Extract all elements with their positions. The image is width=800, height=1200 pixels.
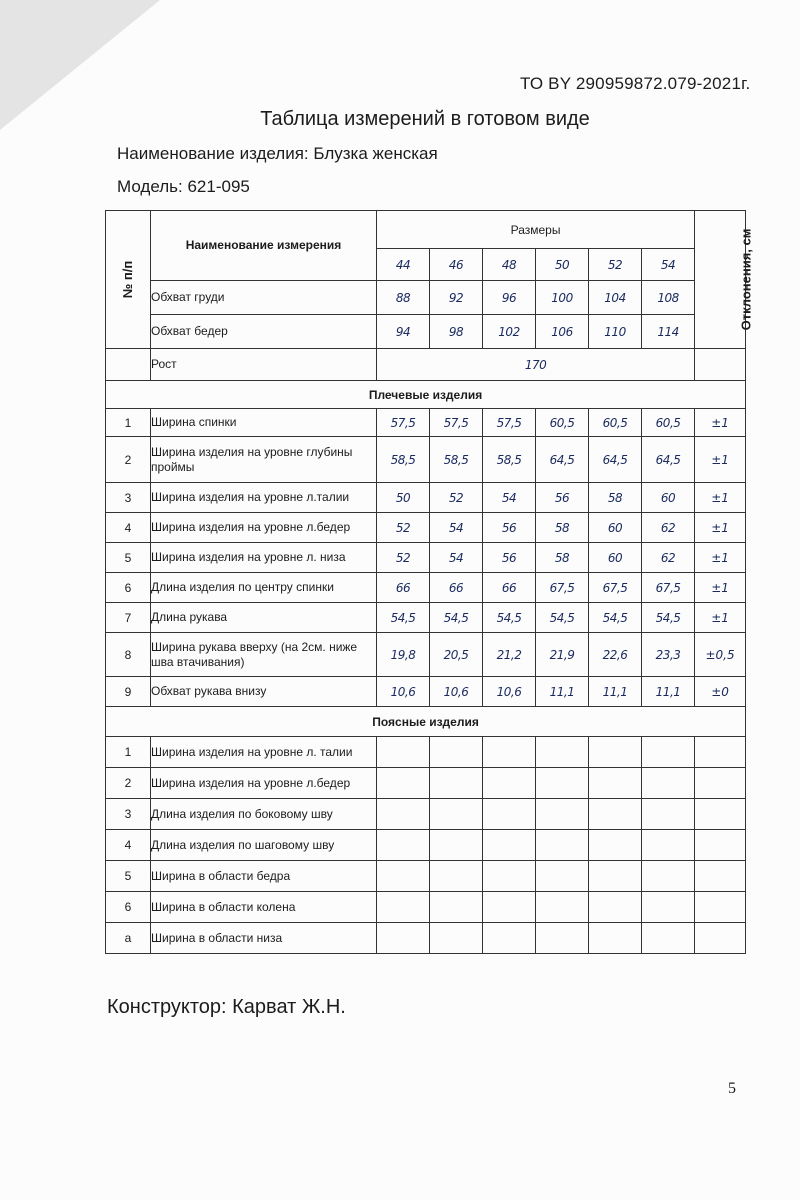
measurement-value: 10,6: [483, 677, 536, 707]
height-num-cell: [106, 349, 151, 381]
deviation-value: ±0: [695, 677, 746, 707]
table-row: [106, 483, 746, 513]
chest-value: 104: [589, 281, 642, 315]
empty-cell: [377, 830, 430, 861]
measurement-value: 57,5: [377, 409, 430, 437]
row-number: 9: [106, 677, 151, 707]
empty-cell: [589, 923, 642, 954]
table-row: [106, 543, 746, 573]
measurement-value: 57,5: [483, 409, 536, 437]
measurement-name: Обхват рукава внизу: [151, 677, 377, 707]
measurement-value: 66: [483, 573, 536, 603]
row-number: 1: [106, 737, 151, 768]
empty-cell: [536, 768, 589, 799]
deviation-value: ±1: [695, 437, 746, 483]
empty-cell: [483, 799, 536, 830]
measurement-value: 10,6: [377, 677, 430, 707]
measurement-value: 62: [642, 513, 695, 543]
measurement-value: 60: [589, 513, 642, 543]
measurement-name: Ширина в области колена: [151, 892, 377, 923]
measurement-value: 56: [483, 513, 536, 543]
row-number: 2: [106, 768, 151, 799]
hips-value: 98: [430, 315, 483, 349]
chest-value: 96: [483, 281, 536, 315]
row-number: 4: [106, 830, 151, 861]
empty-cell: [695, 799, 746, 830]
empty-cell: [536, 892, 589, 923]
empty-cell: [377, 799, 430, 830]
measurement-value: 54,5: [430, 603, 483, 633]
measurement-value: 54,5: [483, 603, 536, 633]
measurement-name: Ширина изделия на уровне л. талии: [151, 737, 377, 768]
empty-cell: [695, 892, 746, 923]
empty-cell: [536, 737, 589, 768]
measurement-value: 60,5: [642, 409, 695, 437]
empty-cell: [483, 830, 536, 861]
measurement-value: 64,5: [536, 437, 589, 483]
table-row: [106, 861, 746, 892]
measurement-value: 58,5: [377, 437, 430, 483]
empty-cell: [483, 861, 536, 892]
measurement-value: 21,9: [536, 633, 589, 677]
sizes-header: Размеры: [377, 211, 695, 249]
item-name: Наименование изделия: Блузка женская: [117, 144, 438, 163]
section-shoulder: Плечевые изделия: [106, 381, 746, 409]
row-number: 5: [106, 543, 151, 573]
measurement-value: 58: [589, 483, 642, 513]
measurement-value: 52: [377, 543, 430, 573]
empty-cell: [695, 923, 746, 954]
measurement-value: 67,5: [536, 573, 589, 603]
measurement-name: Ширина спинки: [151, 409, 377, 437]
measurement-value: 58,5: [430, 437, 483, 483]
model-number: Модель: 621-095: [117, 177, 250, 196]
measurement-name: Длина изделия по боковому шву: [151, 799, 377, 830]
empty-cell: [536, 799, 589, 830]
deviation-value: ±0,5: [695, 633, 746, 677]
measurement-name: Длина изделия по центру спинки: [151, 573, 377, 603]
col-number-header: № п/п: [106, 211, 151, 349]
table-row: [106, 923, 746, 954]
measurement-value: 60: [642, 483, 695, 513]
empty-cell: [589, 799, 642, 830]
measurement-value: 52: [430, 483, 483, 513]
hips-value: 110: [589, 315, 642, 349]
empty-cell: [642, 799, 695, 830]
measurement-value: 20,5: [430, 633, 483, 677]
table-row: [106, 633, 746, 677]
measurement-value: 11,1: [642, 677, 695, 707]
table-row: [106, 677, 746, 707]
empty-cell: [483, 768, 536, 799]
size-value: 50: [536, 249, 589, 281]
measurement-name: Ширина изделия на уровне л. низа: [151, 543, 377, 573]
document-code: ТО BY 290959872.079-2021г.: [520, 74, 751, 93]
empty-cell: [642, 892, 695, 923]
empty-cell: [430, 768, 483, 799]
measurement-name: Ширина изделия на уровне глубины проймы: [151, 437, 377, 483]
empty-cell: [483, 892, 536, 923]
table-row: [106, 830, 746, 861]
measurement-value: 64,5: [642, 437, 695, 483]
measurement-value: 22,6: [589, 633, 642, 677]
measurement-value: 67,5: [589, 573, 642, 603]
empty-cell: [589, 830, 642, 861]
empty-cell: [536, 923, 589, 954]
empty-cell: [483, 923, 536, 954]
section-waist: Поясные изделия: [106, 707, 746, 737]
table-row: [106, 573, 746, 603]
hips-value: 106: [536, 315, 589, 349]
deviation-value: ±1: [695, 573, 746, 603]
empty-cell: [589, 737, 642, 768]
measurement-value: 19,8: [377, 633, 430, 677]
measurement-value: 54: [430, 543, 483, 573]
empty-cell: [377, 737, 430, 768]
measurement-value: 62: [642, 543, 695, 573]
row-number: 6: [106, 892, 151, 923]
row-number: 1: [106, 409, 151, 437]
measurement-value: 66: [377, 573, 430, 603]
measurements-table: [105, 210, 754, 954]
measurement-value: 58: [536, 543, 589, 573]
deviation-value: ±1: [695, 603, 746, 633]
measurement-value: 50: [377, 483, 430, 513]
constructor-signature: Конструктор: Карват Ж.Н.: [107, 996, 346, 1018]
table-row: [106, 437, 746, 483]
measurement-name: Ширина в области бедра: [151, 861, 377, 892]
measurement-value: 54,5: [589, 603, 642, 633]
row-number: 2: [106, 437, 151, 483]
measurement-value: 58: [536, 513, 589, 543]
table-row: [106, 513, 746, 543]
measurement-value: 56: [536, 483, 589, 513]
measurement-name: Ширина изделия на уровне л.бедер: [151, 768, 377, 799]
height-dev-cell: [695, 349, 746, 381]
deviation-value: ±1: [695, 409, 746, 437]
empty-cell: [642, 923, 695, 954]
empty-cell: [642, 737, 695, 768]
row-number: 5: [106, 861, 151, 892]
measurement-name: Длина рукава: [151, 603, 377, 633]
page-number: 5: [728, 1080, 736, 1097]
col-name-header: Наименование измерения: [151, 211, 377, 281]
measurement-value: 57,5: [430, 409, 483, 437]
measurement-value: 60: [589, 543, 642, 573]
measurement-name: Ширина изделия на уровне л.бедер: [151, 513, 377, 543]
measurement-name: Длина изделия по шаговому шву: [151, 830, 377, 861]
measurement-name: Ширина рукава вверху (на 2см. ниже шва втачивания): [151, 633, 377, 677]
measurement-value: 54,5: [536, 603, 589, 633]
empty-cell: [377, 861, 430, 892]
measurement-value: 54: [483, 483, 536, 513]
measurement-value: 54,5: [642, 603, 695, 633]
empty-cell: [695, 861, 746, 892]
empty-cell: [642, 861, 695, 892]
height-value: 170: [377, 349, 695, 381]
size-value: 48: [483, 249, 536, 281]
empty-cell: [642, 768, 695, 799]
empty-cell: [377, 892, 430, 923]
measurement-value: 58,5: [483, 437, 536, 483]
row-number: 3: [106, 799, 151, 830]
row-number: 3: [106, 483, 151, 513]
chest-value: 108: [642, 281, 695, 315]
deviation-value: ±1: [695, 513, 746, 543]
measurement-value: 67,5: [642, 573, 695, 603]
empty-cell: [430, 892, 483, 923]
document-title: Таблица измерений в готовом виде: [260, 108, 590, 130]
measurement-value: 56: [483, 543, 536, 573]
row-number: 6: [106, 573, 151, 603]
size-value: 46: [430, 249, 483, 281]
table-row: [106, 737, 746, 768]
chest-value: 100: [536, 281, 589, 315]
table-row: [106, 409, 746, 437]
empty-cell: [377, 768, 430, 799]
table-row: [106, 768, 746, 799]
measurement-name: Ширина изделия на уровне л.талии: [151, 483, 377, 513]
measurement-value: 23,3: [642, 633, 695, 677]
empty-cell: [589, 861, 642, 892]
chest-label: Обхват груди: [151, 281, 377, 315]
empty-cell: [589, 892, 642, 923]
row-number: а: [106, 923, 151, 954]
empty-cell: [430, 861, 483, 892]
chest-value: 88: [377, 281, 430, 315]
empty-cell: [589, 768, 642, 799]
measurement-name: Ширина в области низа: [151, 923, 377, 954]
empty-cell: [642, 830, 695, 861]
size-value: 54: [642, 249, 695, 281]
deviation-value: ±1: [695, 483, 746, 513]
size-value: 52: [589, 249, 642, 281]
empty-cell: [430, 799, 483, 830]
empty-cell: [695, 830, 746, 861]
deviation-value: ±1: [695, 543, 746, 573]
measurement-value: 54: [430, 513, 483, 543]
empty-cell: [377, 923, 430, 954]
empty-cell: [695, 737, 746, 768]
size-value: 44: [377, 249, 430, 281]
hips-value: 102: [483, 315, 536, 349]
deviation-header: Отклонения, см: [695, 211, 746, 349]
measurement-value: 10,6: [430, 677, 483, 707]
table-row: [106, 892, 746, 923]
measurement-value: 11,1: [536, 677, 589, 707]
measurement-value: 21,2: [483, 633, 536, 677]
table-row: [106, 603, 746, 633]
row-number: 7: [106, 603, 151, 633]
table-row: [106, 799, 746, 830]
hips-value: 94: [377, 315, 430, 349]
measurement-value: 52: [377, 513, 430, 543]
empty-cell: [430, 830, 483, 861]
measurement-value: 60,5: [589, 409, 642, 437]
measurement-value: 60,5: [536, 409, 589, 437]
measurement-value: 64,5: [589, 437, 642, 483]
row-number: 8: [106, 633, 151, 677]
height-label: Рост: [151, 349, 377, 381]
empty-cell: [536, 861, 589, 892]
empty-cell: [430, 737, 483, 768]
measurement-value: 11,1: [589, 677, 642, 707]
empty-cell: [430, 923, 483, 954]
row-number: 4: [106, 513, 151, 543]
chest-value: 92: [430, 281, 483, 315]
empty-cell: [536, 830, 589, 861]
hips-label: Обхват бедер: [151, 315, 377, 349]
empty-cell: [483, 737, 536, 768]
measurement-value: 66: [430, 573, 483, 603]
empty-cell: [695, 768, 746, 799]
measurement-value: 54,5: [377, 603, 430, 633]
hips-value: 114: [642, 315, 695, 349]
